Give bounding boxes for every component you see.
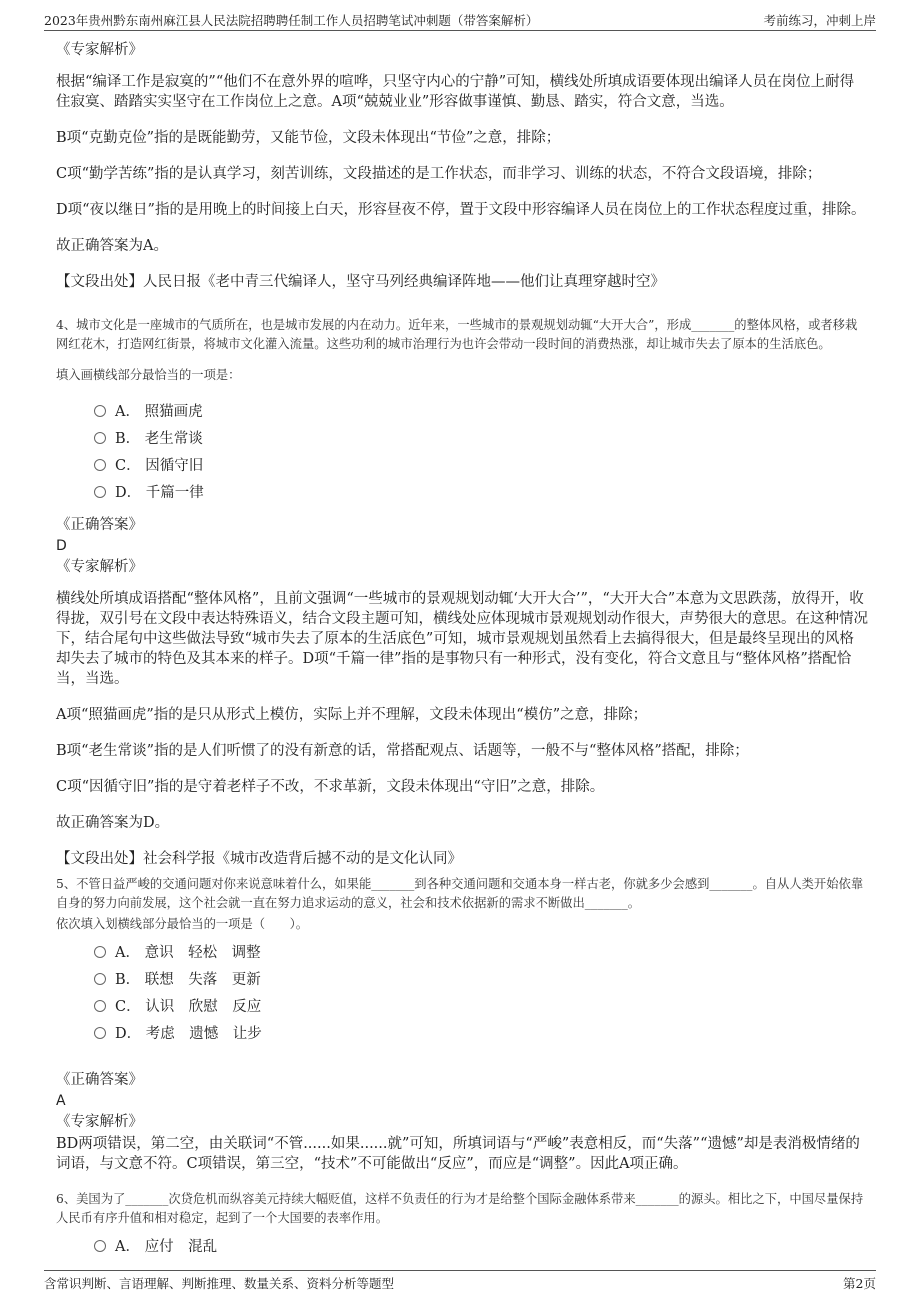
radio-icon[interactable]	[94, 1027, 106, 1039]
radio-icon[interactable]	[94, 973, 106, 985]
option-c[interactable]	[94, 451, 868, 478]
option-list	[94, 1232, 868, 1259]
radio-icon[interactable]	[94, 432, 106, 444]
answer-label: 《正确答案》	[56, 1072, 143, 1088]
correct-answer: D	[56, 538, 67, 554]
analysis-paragraph: B项“老生常谈”指的是人们听惯了的没有新意的话，常搭配观点、话题等，一般不与“整体风格”搭配，排除；	[56, 743, 749, 759]
analysis-paragraph: D项“夜以继日”指的是用晚上的时间接上白天，形容昼夜不停，置于文段中形容编译人员在岗位上的工作状态程度过重，排除。	[56, 202, 866, 218]
radio-icon[interactable]	[94, 459, 106, 471]
analysis-paragraph: A项“照猫画虎”指的是只从形式上模仿，实际上并不理解，文段未体现出“模仿”之意，排除；	[56, 707, 648, 723]
radio-icon[interactable]	[94, 946, 106, 958]
page-content	[56, 40, 868, 1269]
option-c[interactable]	[94, 992, 868, 1019]
analysis-label: 《专家解析》	[56, 42, 143, 58]
question-stem: 6、美国为了_______次贷危机而纵容美元持续大幅贬值，这样不负责任的行为才是给整个国际金融体系带来_______的源头。相比之下，中国尽量保持人民币有序升值和相对稳定，起到了一个大国要的表率作用。	[56, 1192, 864, 1225]
option-label: A． 照猫画虎	[115, 404, 203, 420]
option-a[interactable]	[94, 938, 868, 965]
page-number: 第2页	[843, 1276, 876, 1291]
option-a[interactable]	[94, 1232, 868, 1259]
option-list	[94, 938, 868, 1046]
analysis-paragraph: 横线处所填成语搭配“整体风格”，且前文强调“一些城市的景观规划动辄‘大开大合’”，“大开大合”本意为文思跌荡，放得开，收得拢，双引号在文段中表达特殊语义，结合文段主题可知，横线处应体现城市景观规划动作很大，声势很大的意思。在这种情况下，结合尾句中这些做法导致“城市失去了原本的生活底色”可知，城市景观规划虽然看上去搞得很大，但是最终呈现出的风格却失去了城市的特色及其本来的样子。D项“千篇一律”指的是事物只有一种形式，没有变化，符合文意且与“整体风格”搭配恰当，当选。	[56, 591, 868, 687]
option-b[interactable]	[94, 965, 868, 992]
option-label: A． 应付 混乱	[115, 1239, 218, 1255]
option-list	[94, 397, 868, 505]
option-label: C． 因循守旧	[115, 458, 204, 474]
question-instruction: 依次填入划横线部分最恰当的一项是（ ）。	[56, 917, 309, 931]
option-label: B． 老生常谈	[115, 431, 203, 447]
page-header	[44, 8, 876, 31]
question-stem: 4、城市文化是一座城市的气质所在，也是城市发展的内在动力。近年来，一些城市的景观规划动辄“大开大合”，形成_______的整体风格，或者移栽网红花木，打造网红街景，将城市文化灌入流量。这些功利的城市治理行为也许会带动一段时间的消费热涨，却让城市失去了原本的生活底色。	[56, 318, 858, 351]
option-a[interactable]	[94, 397, 868, 424]
answer-conclusion: 故正确答案为D。	[56, 815, 170, 831]
analysis-label: 《专家解析》	[56, 1114, 143, 1130]
radio-icon[interactable]	[94, 405, 106, 417]
option-d[interactable]	[94, 1019, 868, 1046]
question-instruction: 填入画横线部分最恰当的一项是：	[56, 368, 241, 382]
footer-categories: 含常识判断、言语理解、判断推理、数量关系、资料分析等题型	[44, 1276, 395, 1291]
analysis-paragraph: B项“克勤克俭”指的是既能勤劳，又能节俭，文段未体现出“节俭”之意，排除；	[56, 130, 561, 146]
analysis-paragraph: C项“勤学苦练”指的是认真学习，刻苦训练，文段描述的是工作状态，而非学习、训练的状态，不符合文段语境，排除；	[56, 166, 822, 182]
option-d[interactable]	[94, 478, 868, 505]
option-label: D． 千篇一律	[115, 485, 204, 501]
option-b[interactable]	[94, 424, 868, 451]
source-citation: 【文段出处】人民日报《老中青三代编译人，坚守马列经典编译阵地——他们让真理穿越时空》	[56, 274, 665, 290]
correct-answer: A	[56, 1093, 66, 1109]
option-label: D． 考虑 遗憾 让步	[115, 1026, 262, 1042]
header-title: 2023年贵州黔东南州麻江县人民法院招聘聘任制工作人员招聘笔试冲刺题（带答案解析）	[44, 13, 539, 28]
option-label: C． 认识 欣慰 反应	[115, 999, 262, 1015]
option-label: A． 意识 轻松 调整	[115, 945, 261, 961]
answer-label: 《正确答案》	[56, 517, 143, 533]
radio-icon[interactable]	[94, 1240, 106, 1252]
radio-icon[interactable]	[94, 1000, 106, 1012]
option-label: B． 联想 失落 更新	[115, 972, 261, 988]
answer-conclusion: 故正确答案为A。	[56, 238, 168, 254]
analysis-paragraph: C项“因循守旧”指的是守着老样子不改，不求革新，文段未体现出“守旧”之意，排除。	[56, 779, 605, 795]
analysis-paragraph: BD两项错误，第二空，由关联词“不管......如果......就”可知，所填词语与“严峻”表意相反，而“失落”“遗憾”却是表消极情绪的词语，与文意不符。C项错误，第三空，“技术”不可能做出“反应”，而应是“调整”。因此A项正确。	[56, 1136, 860, 1172]
analysis-paragraph: 根据“编译工作是寂寞的”“他们不在意外界的喧哗，只坚守内心的宁静”可知，横线处所填成语要体现出编译人员在岗位上耐得住寂寞、踏踏实实坚守在工作岗位上之意。A项“兢兢业业”形容做事谨慎、勤恳、踏实，符合文意，当选。	[56, 74, 855, 110]
radio-icon[interactable]	[94, 486, 106, 498]
header-slogan: 考前练习，冲刺上岸	[763, 13, 876, 28]
source-citation: 【文段出处】社会科学报《城市改造背后撼不动的是文化认同》	[56, 851, 462, 867]
analysis-label: 《专家解析》	[56, 559, 143, 575]
question-stem: 5、不管日益严峻的交通问题对你来说意味着什么，如果能_______到各种交通问题和交通本身一样古老，你就多少会感到_______。自从人类开始依靠自身的努力向前发展，这个社会就一直在努力追求运动的意义，社会和技术依据新的需求不断做出_______。	[56, 877, 864, 910]
page-footer	[44, 1270, 876, 1293]
